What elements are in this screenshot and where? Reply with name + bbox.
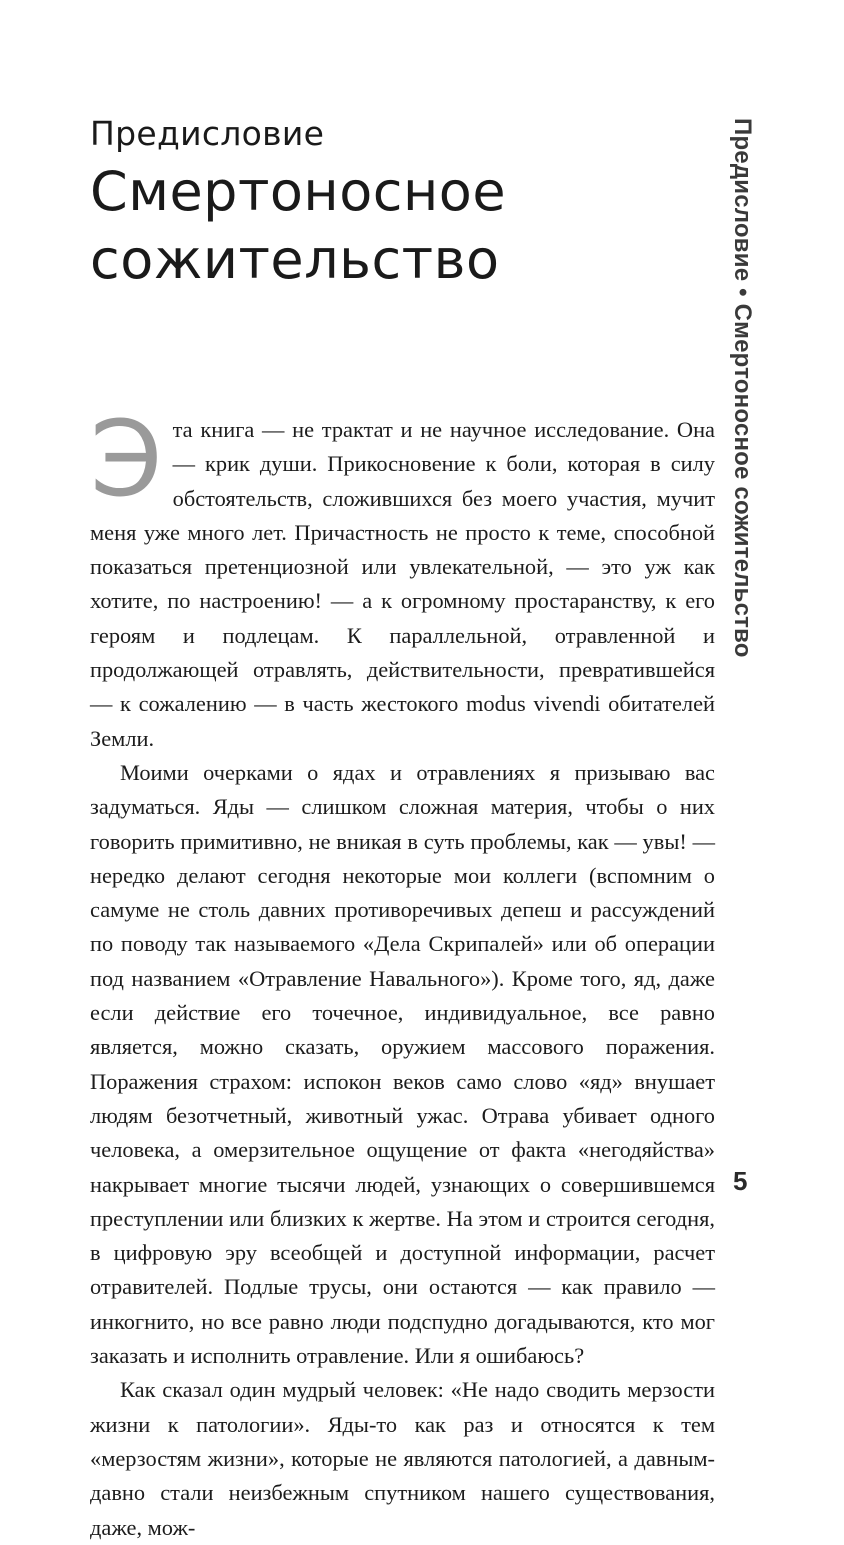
paragraph-1-text: та книга — не трактат и не научное исследование. Она — крик души. Прикосновение к боли, которая в силу обстоятельств, сложившихся без моего участия, мучит меня уже много лет. Причастность не просто к теме, способной показаться претенциозной или увлекательной, — это уж как хотите, по настроению! — а к огромному простаранству, к его героям и подлецам. К параллельной, отравленной и продолжающей отравлять, действительности, превратившейся — к сожалению — в часть жестокого modus vivendi обитателей Земли.: [90, 417, 715, 751]
running-head-text: Предисловие • Смертоносное сожительство: [729, 118, 756, 658]
chapter-title-line-2: сожительство: [90, 228, 500, 291]
page-number: 5: [733, 1166, 748, 1196]
body-text: [90, 398, 715, 1545]
running-head: [727, 118, 757, 658]
chapter-kicker: Предисловие: [90, 114, 325, 153]
paragraph-3: Как сказал один мудрый человек: «Не надо сводить мерзости жизни к патологии». Яды-то как раз и относятся к тем «мерзостям жизни», которые не являются патологией, а давным-давно стали неизбежным спутником нашего существования, даже, мож-: [90, 1377, 715, 1540]
drop-cap: Э: [90, 398, 163, 520]
chapter-title-line-1: Смертоносное: [90, 160, 507, 223]
paragraph-2: Моими очерками о ядах и отравлениях я призываю вас задуматься. Яды — слишком сложная материя, чтобы о них говорить примитивно, не вникая в суть проблемы, как — увы! — нередко делают сегодня некоторые мои коллеги (вспомним о самуме не столь давних противоречивых депеш и рассуждений по поводу так называемого «Дела Скрипалей» или об операции под названием «Отравление Навального»). Кроме того, яд, даже если действие его точечное, индивидуальное, все равно является, можно сказать, оружием массового поражения. Поражения страхом: испокон веков само слово «яд» внушает людям безотчетный, животный ужас. Отрава убивает одного человека, а омерзительное ощущение от факта «негодяйства» накрывает многие тысячи людей, узнающих о совершившемся преступлении или близких к жертве. На этом и строится сегодня, в цифровую эру всеобщей и доступной информации, расчет отравителей. Подлые трусы, они остаются — как правило — инкогнито, но все равно люди подспудно догадываются, кто мог заказать и исполнить отравление. Или я ошибаюсь?: [90, 759, 715, 1369]
paragraph-1: [90, 398, 715, 756]
